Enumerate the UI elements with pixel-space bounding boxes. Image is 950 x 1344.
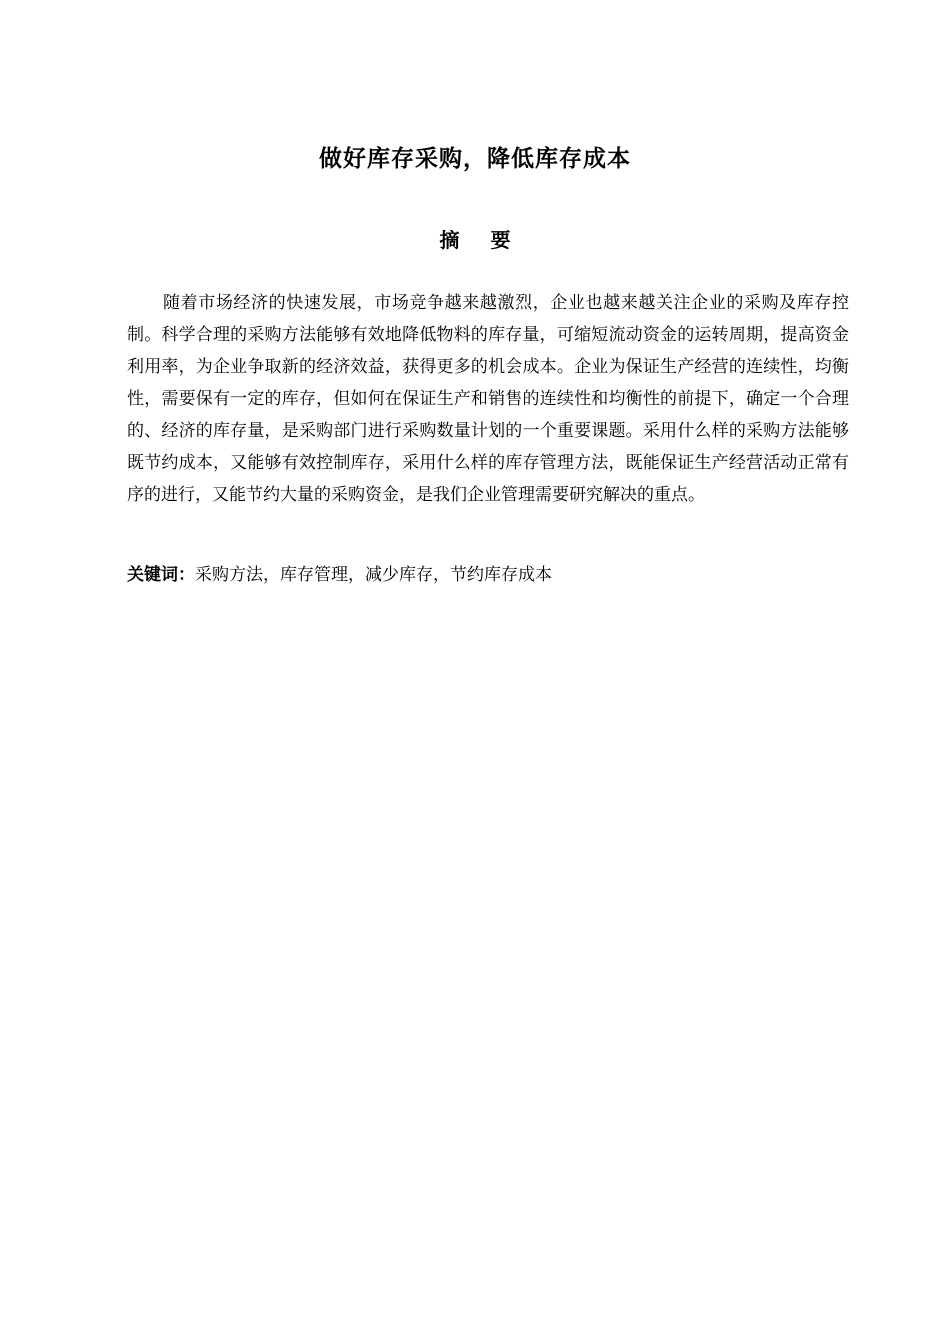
document-title: 做好库存采购，降低库存成本	[319, 146, 631, 172]
abstract-heading: 摘 要	[439, 228, 523, 252]
keywords-line	[127, 560, 849, 590]
abstract-body: 随着市场经济的快速发展，市场竞争越来越激烈，企业也越来越关注企业的采购及库存控制。科学合理的采购方法能够有效地降低物料的库存量，可缩短流动资金的运转周期，提高资金利用率，为企业争取新的经济效益，获得更多的机会成本。企业为保证生产经营的连续性，均衡性，需要保有一定的库存，但如何在保证生产和销售的连续性和均衡性的前提下，确定一个合理的、经济的库存量，是采购部门进行采购数量计划的一个重要课题。采用什么样的采购方法能够既节约成本，又能够有效控制库存，采用什么样的库存管理方法，既能保证生产经营活动正常有序的进行，又能节约大量的采购资金，是我们企业管理需要研究解决的重点。	[127, 293, 849, 505]
keywords-text: 采购方法，库存管理，减少库存，节约库存成本	[195, 565, 552, 585]
keywords-label: 关键词：	[127, 565, 195, 585]
